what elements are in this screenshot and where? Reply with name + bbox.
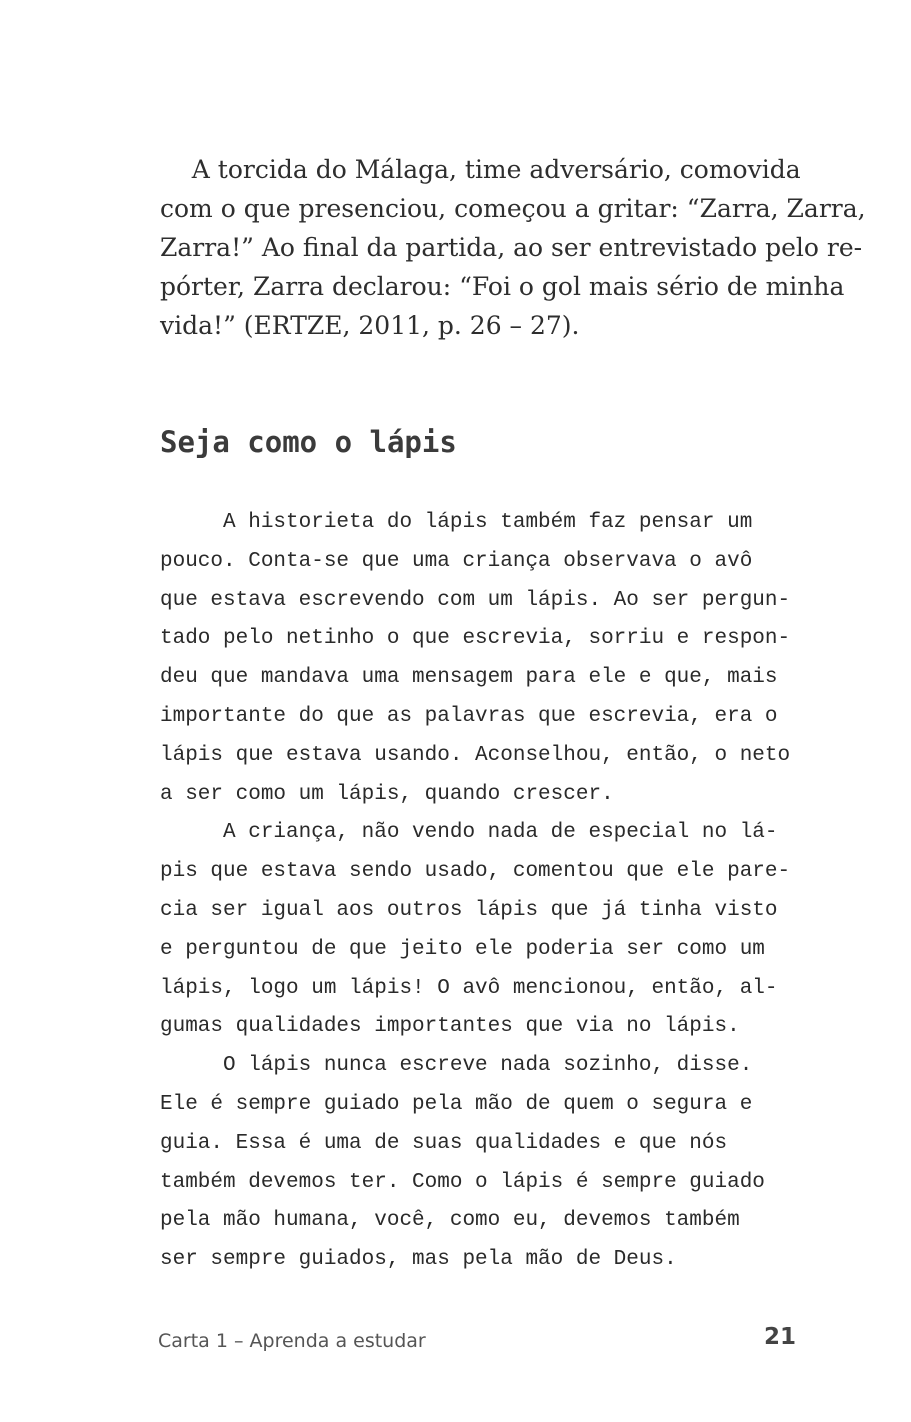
body-line: ser sempre guiados, mas pela mão de Deus. — [160, 1248, 677, 1272]
body-line: cia ser igual aos outros lápis que já tinha visto — [160, 898, 778, 922]
paragraph-line: vida!” (ERTZE, 2011, p. 26 – 27). — [160, 311, 580, 340]
body-line: tado pelo netinho o que escrevia, sorriu e respon- — [160, 627, 791, 651]
running-title: Carta 1 – Aprenda a estudar — [158, 1330, 426, 1352]
body-line: pela mão humana, você, como eu, devemos também — [160, 1209, 740, 1233]
top-paragraph — [160, 150, 866, 345]
body-line: importante do que as palavras que escrevia, era o — [160, 704, 778, 728]
body-line: A historieta do lápis também faz pensar um — [160, 511, 753, 534]
body-line: lápis que estava usando. Aconselhou, então, o neto — [160, 743, 791, 767]
body-line: pouco. Conta-se que uma criança observava o avô — [160, 549, 753, 573]
body-line: Ele é sempre guiado pela mão de quem o segura e — [160, 1092, 753, 1116]
body-line: A criança, não vendo nada de especial no lá- — [160, 821, 778, 845]
body-line: deu que mandava uma mensagem para ele e que, mais — [160, 666, 778, 690]
body-line: pis que estava sendo usado, comentou que ele pare- — [160, 860, 791, 884]
paragraph-line: A torcida do Málaga, time adversário, comovida — [160, 155, 801, 184]
body-line: lápis, logo um lápis! O avô mencionou, então, al- — [160, 976, 778, 1000]
body-line: e perguntou de que jeito ele poderia ser como um — [160, 937, 765, 961]
paragraph-line: Zarra!” Ao final da partida, ao ser entrevistado pelo re- — [160, 233, 863, 262]
section-body — [160, 504, 800, 1280]
paragraph-line: com o que presenciou, começou a gritar: “Zarra, Zarra, — [160, 194, 866, 223]
body-line: a ser como um lápis, quando crescer. — [160, 782, 614, 806]
paragraph-line: pórter, Zarra declarou: “Foi o gol mais sério de minha — [160, 272, 845, 301]
page-number: 21 — [763, 1324, 796, 1350]
body-line: O lápis nunca escreve nada sozinho, disse. — [160, 1054, 753, 1078]
body-line: gumas qualidades importantes que via no lápis. — [160, 1015, 740, 1039]
body-line: guia. Essa é uma de suas qualidades e que nós — [160, 1131, 728, 1155]
section-heading: Seja como o lápis — [160, 425, 457, 459]
body-line: também devemos ter. Como o lápis é sempre guiado — [160, 1170, 765, 1194]
body-line: que estava escrevendo com um lápis. Ao ser pergun- — [160, 588, 791, 612]
